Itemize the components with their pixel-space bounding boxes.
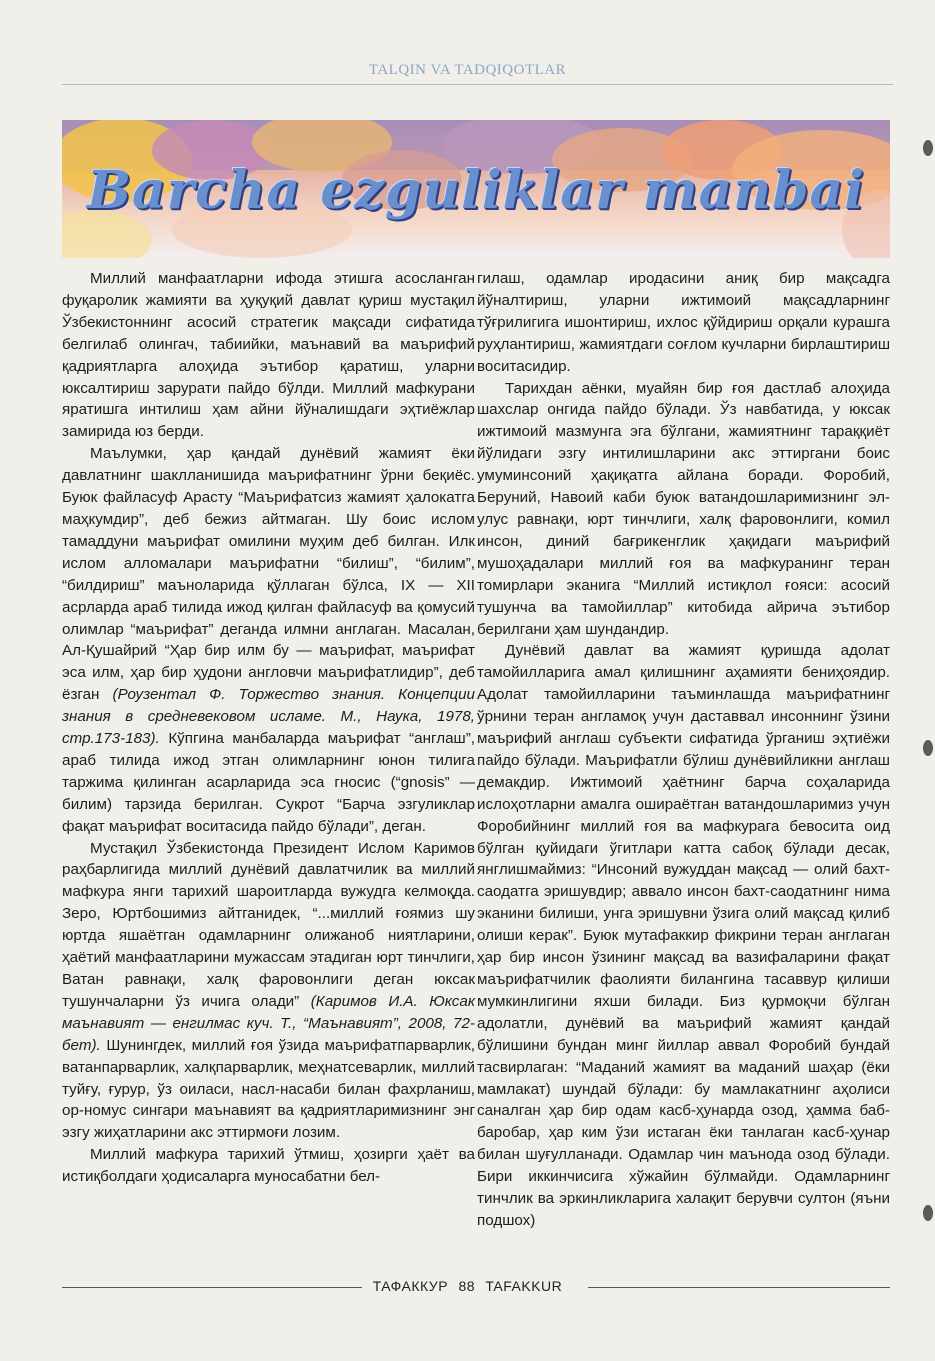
header-rule [62, 84, 893, 85]
binding-hole [923, 1205, 933, 1221]
footer-journal-cyrillic: ТАФАККУР [372, 1278, 449, 1294]
page-footer [0, 1278, 935, 1294]
paragraph: Миллий мафкура тарихий ўтмиш, ҳозирги ҳаёт ва истиқболдаги ҳодисаларга муносабатни бел- [62, 1146, 475, 1186]
citation: (Каримов И.А. Юксак маънавият — енгилмас куч. Т., “Маънавият”, 2008, 72-бет). [62, 992, 475, 1054]
citation: (Роузентал Ф. Торжество знания. Концепции знания в средневековом исламе. М., Наука, 1978, стр.173-183). [62, 686, 475, 748]
right-column [477, 268, 890, 1232]
paragraph: Миллий манфаатларни ифода этишга асосланган фуқаролик жамияти ва ҳуқуқий давлат қуриш мустақил Ўзбекистоннинг асосий стратегик мақсади сифатида белгилаб олингач, табиийки, маънавий ва маърифий қадриятларга алоҳида эътибор қаратиш, уларни юксалтириш зарурати пайдо бўлди. Миллий мафкурани яратишга интилиш ҳам айни йўналишдаги эҳтиёжлар замирида юз берди. [62, 270, 475, 441]
binding-hole [923, 740, 933, 756]
paragraph: гилаш, одамлар иродасини аниқ бир мақсадга йўналтириш, уларни ижтимоий мақсадларнинг тўғрилигига ишонтириш, ихлос қўйдириш орқали курашга руҳлантириш, жамиятдаги соғлом кучларни бирлаштириш воситасидир. [477, 270, 890, 375]
paragraph: Тарихдан аёнки, муайян бир ғоя дастлаб алоҳида шахслар онгида пайдо бўлади. Ўз навбатида, у юксак ижтимоий мазмунга эга бўлгани, жамиятнинг тараққиёт йўлидаги эзгу интилишларини акс эттиргани боис умуминсоний ҳақиқатга айлана боради. Форобий, Беруний, Навоий каби буюк ватандошларимизнинг эл-улус равнақи, юрт тинчлиги, халқ фаровонлиги, комил инсон, диний бағрикенглик ҳақидаги маърифий мушоҳадалари миллий ғоя ва мафкуранинг теран томирлари эканига “Миллий истиқлол ғояси: асосий тушунча ва тамойиллар” китобида айрича эътибор берилгани ҳам шундандир. [477, 379, 890, 638]
paragraph: Маълумки, ҳар қандай дунёвий жамият ёки давлатнинг шаклланишида маърифатнинг ўрни беқиёс. Буюк файласуф Арасту “Маърифатсиз жамият ҳалокатга маҳкумдир”, деб бежиз айтмаган. Шу боис ислом тамаддуни маърифат омилини муҳим деб билган. Илк ислом алломалари маърифатни “билиш”, “билим”, “билдириш” маъноларида қўллаган бўлса, IX — XII асрларда араб тилида ижод қилган файласуф ва қомусий олимлар “маърифат” деганда илмни англаган. Масалан, Ал-Қушайрий “Ҳар бир илм бу — маърифат, маърифат эса илм, ҳар бир ҳудони англовчи маърифатлидир”, деб ёзган (Роузентал Ф. Торжество знания. Концепции знания в средневековом исламе. М., Наука, 1978, стр.173-183). Кўпгина манбаларда маърифат “англаш”, араб тилида ижод этган олимларнинг юнон тилига таржима қилинган асарларида эса гносис (“gnosis” — билим) тарзида берилган. Сукрот “Барча эзгуликлар фақат маърифат воситасида пайдо бўлади”, деган. [62, 445, 475, 835]
page-number: 88 [458, 1278, 476, 1294]
section-header: TALQIN VA TADQIQOTLAR [368, 62, 567, 78]
left-column [62, 268, 475, 1188]
title-banner [62, 120, 890, 258]
paragraph: Дунёвий давлат ва жамият қуришда адолат тамойилларига амал қилишнинг аҳамияти бениҳоядир. Адолат тамойилларини таъминлашда маърифатнинг ўрнини теран англамоқ учун даставвал инсоннинг ўзини маърифий англаш субъекти сифатида ўрганиш эҳтиёжи пайдо бўлади. Маърифатли бўлиш дунёвийликни англаш демакдир. Ижтимоий ҳаётнинг барча соҳаларида ислоҳотларни амалга ошираётган ватандошларимиз учун Форобийнинг миллий ғоя ва мафкурага бевосита оид бўлган қуйидаги ўгитлари катта сабоқ бўлади десак, янглишмаймиз: “Инсоний вужуддан мақсад — олий бахт-саодатга эришувдир; аввало инсон бахт-саодатнинг нима эканини билиши, унга эришувни ўзига олий мақсад қилиб олиши керак”. Буюк мутафаккир фикрини теран англаган ҳар бир инсон ўзининг мақсад ва вазифаларини фақат маърифатчилик фаолияти билангина тасаввур қилиши мумкинлигини яхши билади. Биз қурмоқчи бўлган адолатли, дунёвий ва маърифий жамият қандай бўлишини бундан минг йиллар аввал Форобий бундай тасвирлаган: “Маданий жамият ва маданий шаҳар (ёки мамлакат) шундай бўлади: бу мамлакатнинг аҳолиси саналган ҳар бир одам касб-ҳунарда озод, ҳамма баб-баробар, ҳар ким ўзи истаган ёки танлаган касб-ҳунар билан шуғулланади. Одамлар чин маънода озод бўлади. Бири иккинчисига хўжайин бўлмайди. Одамларнинг тинчлик ва эркинликларига халақит берувчи султон (яъни подшох) [477, 642, 890, 1229]
binding-hole [923, 140, 933, 156]
article-title: Barcha ezguliklar manbai [87, 160, 865, 221]
footer-journal-latin: TAFAKKUR [485, 1278, 563, 1294]
paragraph: Мустақил Ўзбекистонда Президент Ислом Каримов раҳбарлигида миллий дунёвий давлатчилик ва миллий мафкура янги тарихий шароитларда вужудга келмоқда. Зеро, Юртбошимиз айтганидек, “...миллий ғоямиз шу юртда яшаётган одамларнинг олижаноб ниятларини, ҳаётий манфаатларини мужассам этадиган юрт тинчлиги, Ватан равнақи, халқ фаровонлиги деган юксак тушунчаларни ўз ичига олади” (Каримов И.А. Юксак маънавият — енгилмас куч. Т., “Маънавият”, 2008, 72-бет). Шунингдек, миллий ғоя ўзида маърифатпарварлик, ватанпарварлик, халқпарварлик, меҳнатсеварлик, миллий туйғу, ғурур, ўз оиласи, насл-насаби билан фахрланиш, ор-номус сингари маънавият ва қадриятларимизнинг энг эзгу жиҳатларини акс эттирмоғи лозим. [62, 839, 475, 1142]
